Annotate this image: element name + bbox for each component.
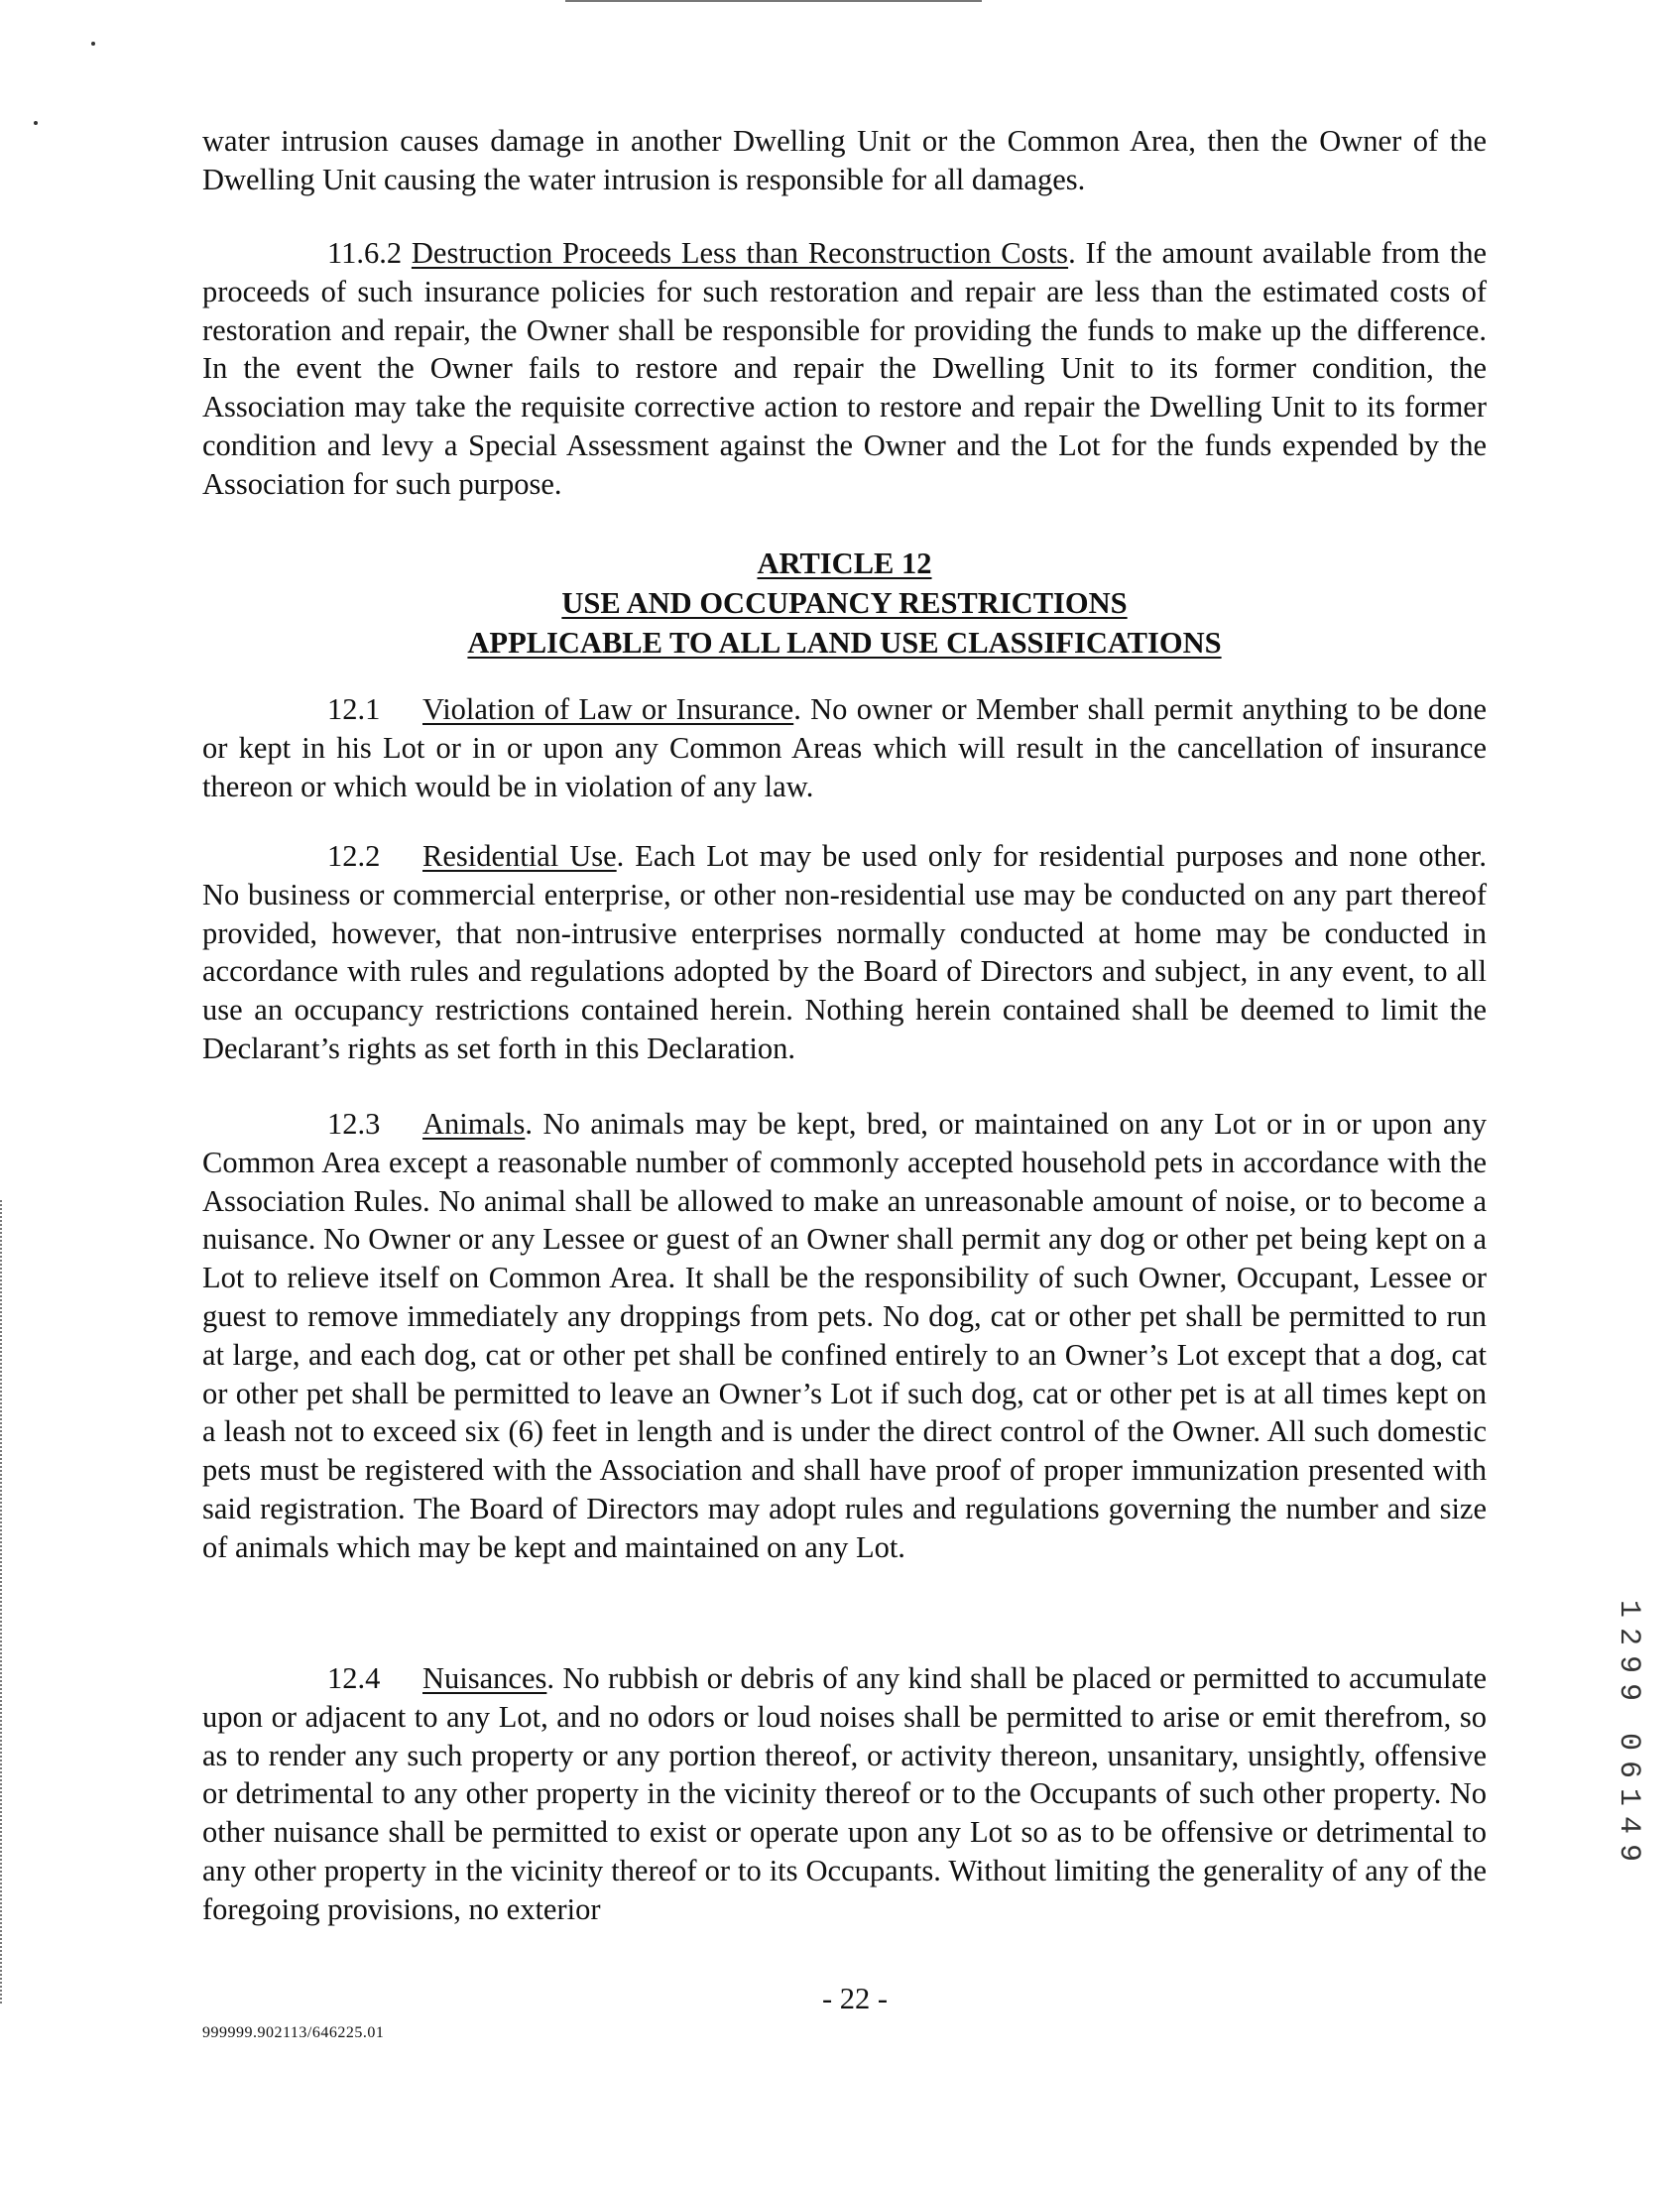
stamp-digit: 9	[1612, 1682, 1645, 1701]
section-body: . No owner or Member shall permit anything to be done or kept in his Lot or in or upon any Common Areas which will result in the cancellation of insurance thereon or which would be in violation of any law.	[202, 692, 1487, 803]
section-number: 12.3	[327, 1107, 381, 1141]
section-heading: Destruction Proceeds Less than Reconstruction Costs	[411, 236, 1069, 270]
stamp-digit: 9	[1612, 1843, 1645, 1862]
article-title: ARTICLE 12	[757, 547, 932, 580]
section-body: . Each Lot may be used only for residential purposes and none other. No business or commercial enterprise, or other non-residential use may be conducted on any part thereof provided, however, that non-intrusive enterprises normally conducted at home may be conducted in accordance with rules and regulations adopted by the Board of Directors and subject, in any event, to all use an occupancy restrictions contained herein. Nothing herein contained shall be deemed to limit the Declarant’s rights as set forth in this Declaration.	[202, 839, 1487, 1065]
stamp-digit: 4	[1612, 1815, 1645, 1834]
stamp-digit: 2	[1612, 1627, 1645, 1645]
page-number: - 22 -	[821, 1982, 889, 2015]
section-heading: Nuisances	[422, 1661, 547, 1695]
stamp-digit: 1	[1612, 1599, 1645, 1618]
section-body: . If the amount available from the proceeds of such insurance policies for such restoration and repair are less than the estimated costs of restoration and repair, the Owner shall be responsible for providing the funds to make up the difference. In the event the Owner fails to restore and repair the Dwelling Unit to its former condition, the Association may take the requisite corrective action to restore and repair the Dwelling Unit to its former condition and levy a Special Assessment against the Owner and the Lot for the funds expended by the Association for such purpose.	[202, 236, 1488, 501]
stamp-digit: 1	[1612, 1787, 1645, 1806]
section-number: 11.6.2	[327, 236, 403, 270]
section-12-3	[202, 1105, 1487, 1567]
section-body: . No animals may be kept, bred, or maintained on any Lot or in or upon any Common Area except a reasonable number of commonly accepted household pets in accordance with the Association Rules. No animal shall be allowed to make an unreasonable amount of noise, or to become a nuisance. No Owner or any Lessee or guest of an Owner shall permit any dog or other pet being kept on a Lot to relieve itself on Common Area. It shall be the responsibility of such Owner, Occupant, Lessee or guest to remove immediately any droppings from pets. No dog, cat or other pet shall be permitted to run at large, and each dog, cat or other pet shall be confined entirely to an Owner’s Lot except that a dog, cat or other pet shall be permitted to leave an Owner’s Lot if such dog, cat or other pet is at all times kept on a leash not to exceed six (6) feet in length and is under the direct control of the Owner. All such domestic pets must be registered with the Association and shall have proof of proper immunization presented with said registration. The Board of Directors may adopt rules and regulations governing the number and size of animals which may be kept and maintained on any Lot.	[202, 1107, 1487, 1564]
section-number: 12.4	[327, 1661, 381, 1695]
section-heading: Residential Use	[422, 839, 617, 873]
section-12-4	[202, 1659, 1487, 1929]
section-12-2	[202, 837, 1487, 1068]
margin-recording-stamp	[1609, 1595, 1648, 1867]
document-id: 999999.902113/646225.01	[202, 2024, 385, 2041]
scan-speck	[91, 42, 95, 46]
section-body: . No rubbish or debris of any kind shall be placed or permitted to accumulate upon or adjacent to any Lot, and no odors or loud noises shall be permitted to arise or emit therefrom, so as to render any such property or any portion thereof, or activity thereon, unsanitary, unsightly, offensive or detrimental to any other property in the vicinity thereof or to the Occupants of such other property. No other nuisance shall be permitted to exist or operate upon any Lot so as to be offensive or detrimental to any other property in the vicinity thereof or to its Occupants. Without limiting the generality of any of the foregoing provisions, no exterior	[202, 1661, 1487, 1926]
section-12-1	[202, 690, 1487, 805]
scan-top-rule	[565, 0, 982, 2]
section-number: 12.2	[327, 839, 381, 873]
article-12-heading	[202, 544, 1487, 663]
stamp-digit: 6	[1612, 1760, 1645, 1778]
continuation-paragraph	[202, 122, 1487, 199]
scan-speck	[34, 121, 38, 125]
section-number: 12.1	[327, 692, 381, 726]
section-heading: Violation of Law or Insurance	[422, 692, 794, 726]
section-heading: Animals	[422, 1107, 526, 1141]
scan-left-edge	[0, 1200, 5, 2004]
continuation-text: water intrusion causes damage in another Dwelling Unit or the Common Area, then the Owner of the Dwelling Unit causing the water intrusion is responsible for all damages.	[202, 124, 1487, 196]
stamp-digit: 9	[1612, 1654, 1645, 1673]
article-subtitle: USE AND OCCUPANCY RESTRICTIONS	[561, 586, 1128, 620]
section-11-6-2	[202, 234, 1487, 504]
article-subtitle-2: APPLICABLE TO ALL LAND USE CLASSIFICATIONS	[467, 626, 1222, 660]
stamp-digit: 0	[1612, 1732, 1645, 1751]
